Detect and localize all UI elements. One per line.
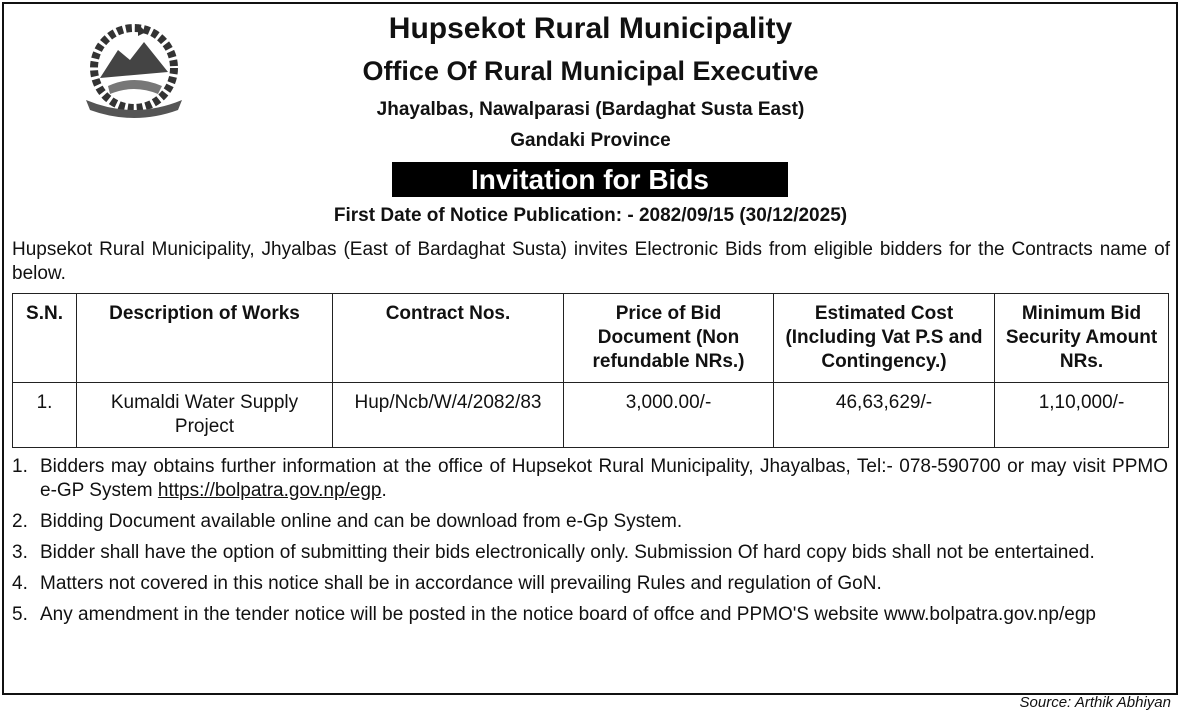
note-number: 3. (12, 542, 28, 563)
cell-sn: 1. (13, 383, 77, 448)
intro-paragraph: Hupsekot Rural Municipality, Jhyalbas (East of Bardaghat Susta) invites Electronic Bids from eligible bidders for the Contracts name of below. (12, 239, 1170, 284)
col-bid-security: Minimum Bid Security Amount NRs. (995, 294, 1169, 383)
table-row (13, 383, 1169, 448)
note-item (12, 541, 1168, 565)
note-text: Matters not covered in this notice shall be in accordance will prevailing Rules and regulation of GoN. (40, 573, 882, 594)
office-title: Office Of Rural Municipal Executive (362, 56, 819, 86)
cell-bid-price: 3,000.00/- (564, 383, 774, 448)
source-credit: Source: Arthik Abhiyan (1019, 694, 1171, 711)
note-text: Any amendment in the tender notice will be posted in the notice board of offce and PPMO'S website www.bolpatra.gov.np/egp (40, 604, 1096, 625)
note-text-end: . (381, 480, 387, 501)
note-number: 5. (12, 604, 28, 625)
cell-contract: Hup/Ncb/W/4/2082/83 (333, 383, 564, 448)
notes-list (12, 455, 1168, 634)
notice-banner: Invitation for Bids (392, 162, 788, 197)
cell-bid-security: 1,10,000/- (995, 383, 1169, 448)
col-sn: S.N. (13, 294, 77, 383)
province: Gandaki Province (510, 130, 671, 151)
municipality-title: Hupsekot Rural Municipality (388, 12, 793, 45)
publication-date: First Date of Notice Publication: - 2082/09/15 (30/12/2025) (333, 205, 848, 226)
table-header-row (13, 294, 1169, 383)
cell-estimated-cost: 46,63,629/- (774, 383, 995, 448)
note-text: Bidding Document available online and can be download from e-Gp System. (40, 511, 683, 532)
note-number: 1. (12, 456, 28, 477)
col-description: Description of Works (77, 294, 333, 383)
note-text: Bidder shall have the option of submitting their bids electronically only. Submission Of hard copy bids shall not be entertained. (40, 542, 1095, 563)
note-item (12, 510, 1168, 534)
note-number: 2. (12, 511, 28, 532)
address: Jhayalbas, Nawalparasi (Bardaghat Susta East) (376, 99, 805, 120)
note-text (40, 455, 1168, 503)
note-number: 4. (12, 573, 28, 594)
col-estimated-cost: Estimated Cost (Including Vat P.S and Contingency.) (774, 294, 995, 383)
note-item (12, 603, 1168, 627)
note-item (12, 572, 1168, 596)
cell-description: Kumaldi Water Supply Project (77, 383, 333, 448)
col-contract: Contract Nos. (333, 294, 564, 383)
col-bid-price: Price of Bid Document (Non refundable NRs.) (564, 294, 774, 383)
egp-link[interactable]: https://bolpatra.gov.np/egp (157, 480, 382, 501)
bids-table (12, 293, 1169, 448)
note-text-part: Bidders may obtains further information at the office of Hupsekot Rural Municipality, Jhayalbas, Tel:- 078-590700 or may visit PPMO e-GP System (40, 456, 1168, 501)
note-item (12, 455, 1168, 503)
